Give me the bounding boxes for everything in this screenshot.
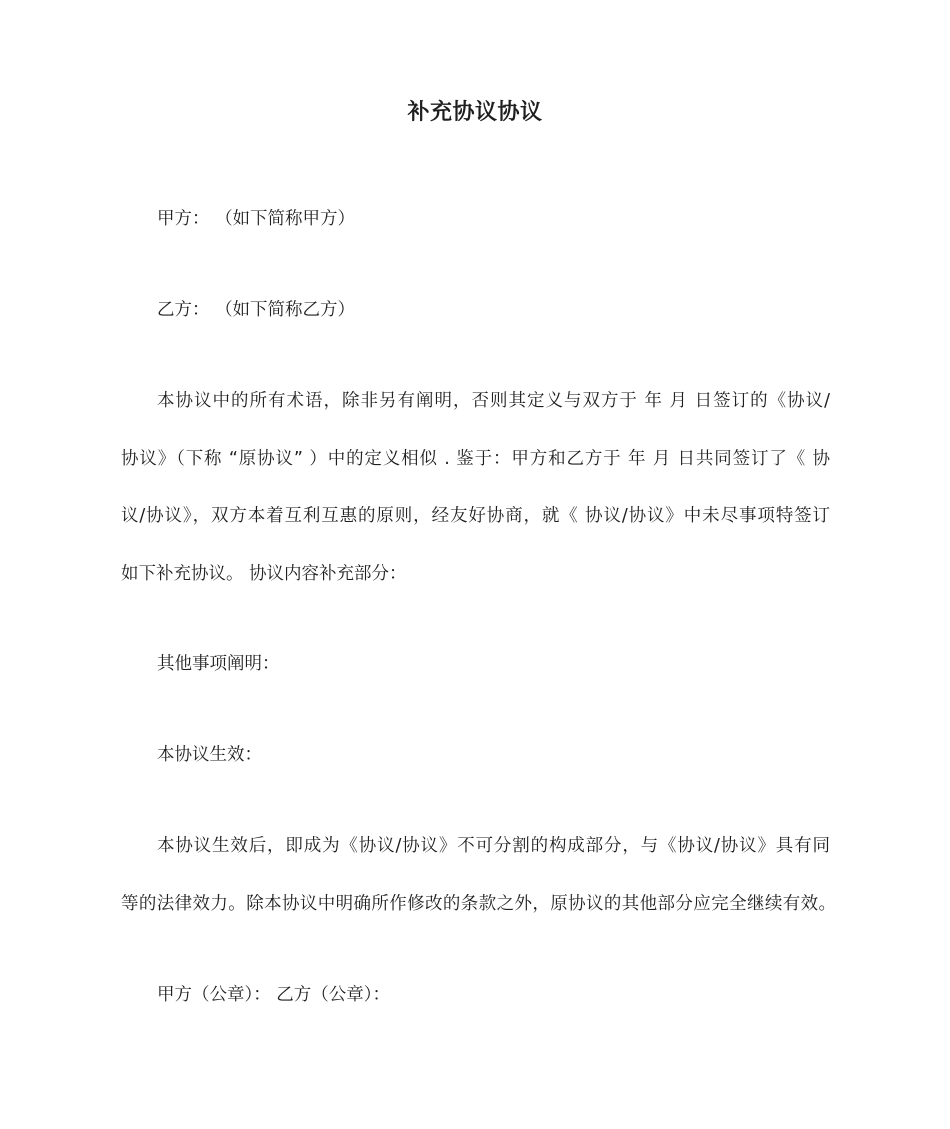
paragraph1-line-3: 议/协议》，双方本着互利互惠的原则，经友好协商，就《 协议/协议》中未尽事项特签订 <box>121 506 830 526</box>
effectiveness-heading: 本协议生效： <box>157 745 262 765</box>
paragraph1-line-2: 协议》（下称 “原协议” ）中的定义相似 . 鉴于：甲方和乙方于 年 月 日共同签订了《 协 <box>121 449 830 469</box>
paragraph2-line-1: 本协议生效后，即成为《协议/协议》不可分割的构成部分，与《协议/协议》具有同 <box>157 836 830 856</box>
document-title: 补充协议协议 <box>407 100 543 125</box>
paragraph1-line-4: 如下补充协议。 协议内容补充部分： <box>121 564 407 584</box>
party-b-line: 乙方： （如下简称乙方） <box>157 300 356 320</box>
other-matters-heading: 其他事项阐明： <box>157 654 280 674</box>
party-a-line: 甲方： （如下简称甲方） <box>157 209 356 229</box>
paragraph1-line-1: 本协议中的所有术语，除非另有阐明，否则其定义与双方于 年 月 日签订的《协议/ <box>157 391 830 411</box>
paragraph2-line-2: 等的法律效力。除本协议中明确所作修改的条款之外，原协议的其他部分应完全继续有效。 <box>121 894 836 914</box>
signature-line: 甲方（公章）： 乙方（公章）： <box>157 985 391 1005</box>
